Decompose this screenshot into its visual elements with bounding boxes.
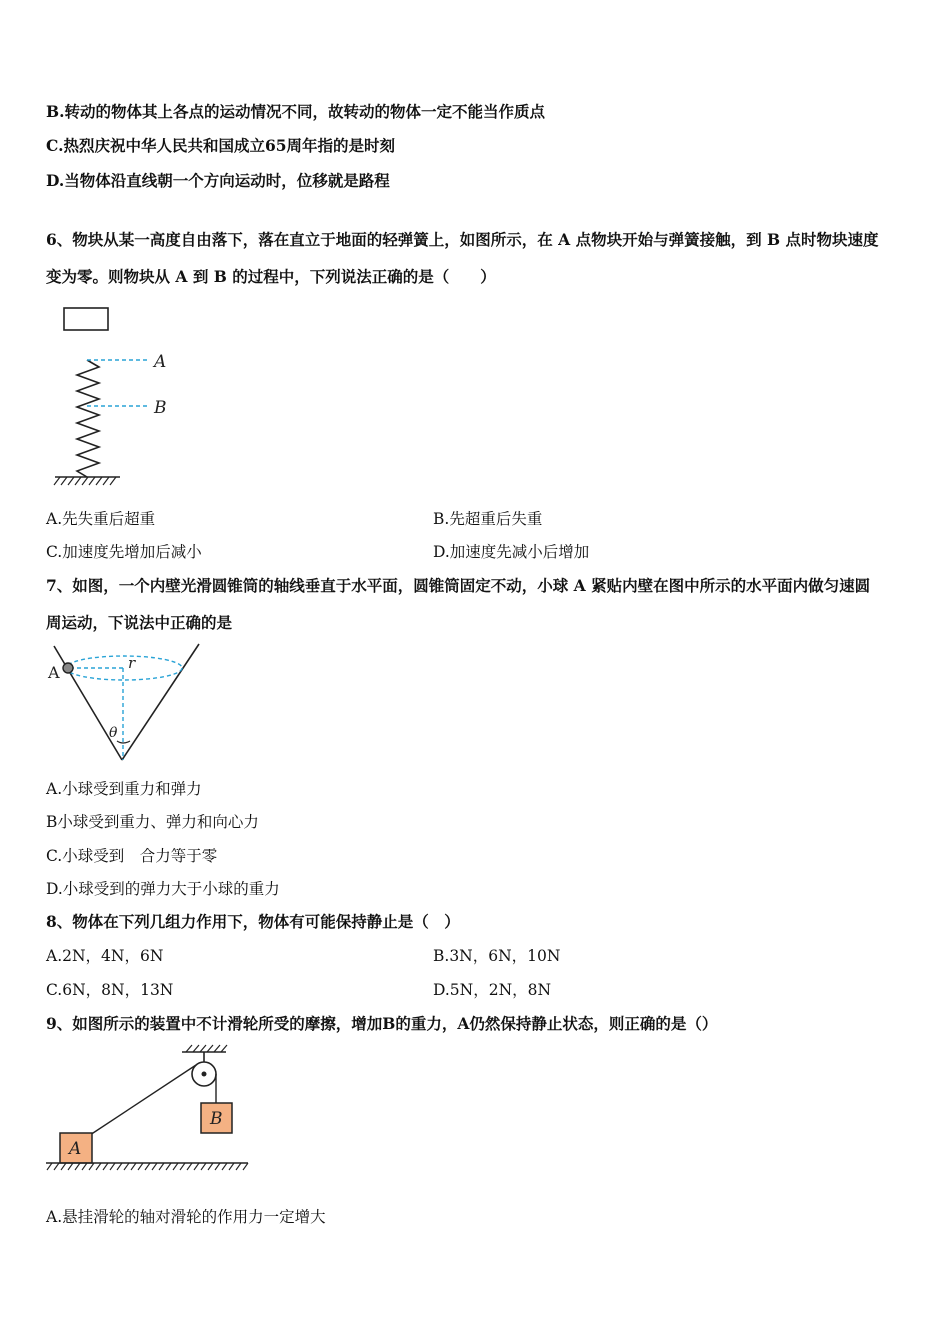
label-a: A: [69, 1139, 82, 1159]
label-r: r: [128, 654, 136, 672]
q8-option-d: D.5N，2N，8N: [433, 981, 552, 999]
falling-block: [64, 308, 108, 330]
spring: [77, 360, 99, 477]
rope-to-a: [90, 1065, 196, 1135]
label-b: B: [210, 1109, 223, 1129]
label-a: A: [154, 352, 167, 372]
q8-option-c: C.6N，8N，13N: [46, 981, 174, 999]
q6-option-d: D.加速度先减小后增加: [433, 543, 590, 561]
q6-option-b: B.先超重后失重: [433, 510, 543, 528]
q6-spring-figure: [50, 305, 190, 490]
label-b: B: [154, 398, 167, 418]
q6-stem-line1: 6、物块从某一高度自由落下，落在直立于地面的轻弹簧上，如图所示，在 A 点物块开始与弹簧接触，到 B 点时物块速度: [46, 230, 879, 249]
ground-hatching: [54, 477, 116, 485]
q7-option-d: D.小球受到的弹力大于小球的重力: [46, 880, 280, 898]
q7-cone-figure: [44, 640, 209, 770]
ball-a: [63, 663, 73, 673]
circular-path: [66, 656, 182, 680]
q7-option-a: A.小球受到重力和弹力: [46, 780, 202, 798]
label-theta: θ: [109, 725, 118, 741]
cone-left-wall: [54, 646, 122, 760]
q8-stem: 8、物体在下列几组力作用下，物体有可能保持静止是（ ）: [46, 912, 460, 931]
q7-option-c: C.小球受到 合力等于零: [46, 847, 218, 865]
q5-option-b: B.转动的物体其上各点的运动情况不同，故转动的物体一定不能当作质点: [46, 102, 545, 121]
pulley-hub: [202, 1072, 207, 1077]
ceiling-hatching: [186, 1045, 227, 1052]
q7-stem-line2: 周运动，下说法中正确的是: [46, 613, 233, 632]
q9-pulley-figure: [44, 1042, 254, 1174]
label-a: A: [48, 663, 60, 682]
q9-stem: 9、如图所示的装置中不计滑轮所受的摩擦，增加B的重力，A仍然保持静止状态，则正确的是（）: [46, 1014, 718, 1033]
q7-option-b: B小球受到重力、弹力和向心力: [46, 813, 259, 831]
ground-hatching: [47, 1163, 248, 1170]
q8-option-b: B.3N，6N，10N: [433, 947, 561, 965]
q6-option-c: C.加速度先增加后减小: [46, 543, 202, 561]
q6-stem-line2: 变为零。则物块从 A 到 B 的过程中，下列说法正确的是（ ）: [46, 267, 496, 286]
q9-option-a: A.悬挂滑轮的轴对滑轮的作用力一定增大: [46, 1208, 326, 1226]
q5-option-c: C.热烈庆祝中华人民共和国成立65周年指的是时刻: [46, 136, 396, 155]
q7-stem-line1: 7、如图，一个内壁光滑圆锥筒的轴线垂直于水平面，圆锥筒固定不动，小球 A 紧贴内壁在图中所示的水平面内做匀速圆: [46, 576, 871, 595]
q5-option-d: D.当物体沿直线朝一个方向运动时，位移就是路程: [46, 171, 390, 190]
q8-option-a: A.2N，4N，6N: [46, 947, 164, 965]
q6-option-a: A.先失重后超重: [46, 510, 156, 528]
